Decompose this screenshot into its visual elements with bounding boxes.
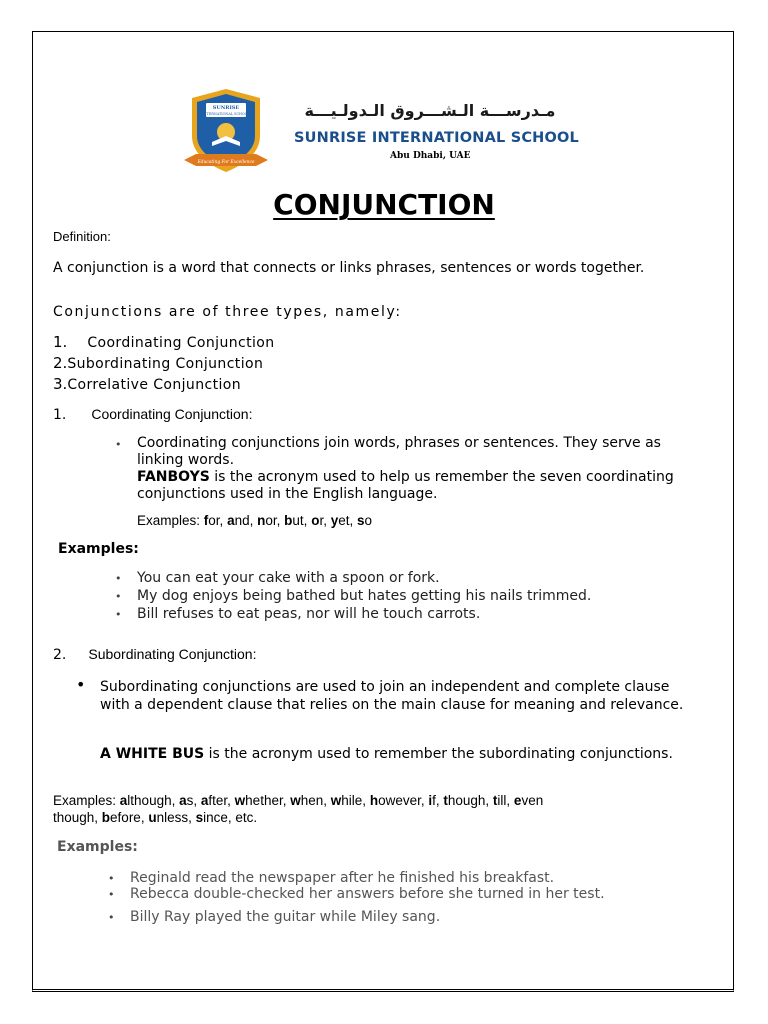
definition-text: A conjunction is a word that connects or links phrases, sentences or words together. [53, 260, 645, 276]
section-1-examples [137, 569, 591, 623]
section-1-bullets [137, 435, 697, 503]
page-title: CONJUNCTION [273, 188, 495, 221]
section-2-heading: 2. Subordinating Conjunction: [53, 646, 257, 663]
list-item: • Rebecca double-checked her answers before she turned in her test. [130, 886, 605, 902]
section-2-bullets [100, 678, 700, 714]
type-item: 3.Correlative Conjunction [53, 375, 241, 393]
section-1-examples-heading: Examples: [58, 541, 139, 557]
definition-label: Definition: [53, 229, 111, 244]
school-name-arabic: مـدرســـة الـشـــروق الـدولـيـــة [304, 101, 556, 120]
list-item: • Coordinating conjunctions join words, phrases or sentences. They serve as linking words. FANBOYS is the acronym used to help us remember the seven coordinating conjunctions used in the English language. [137, 435, 697, 503]
type-item: 1. Coordinating Conjunction [53, 333, 275, 351]
section-2-examples-heading: Examples: [57, 839, 138, 855]
types-intro: Conjunctions are of three types, namely: [53, 304, 402, 320]
list-item: • Reginald read the newspaper after he finished his breakfast. [130, 870, 605, 886]
svg-text:SUNRISE: SUNRISE [212, 105, 240, 111]
section-2-acronym-line: A WHITE BUS is the acronym used to remember the subordinating conjunctions. [100, 746, 673, 762]
types-list [53, 333, 275, 396]
school-name: SUNRISE INTERNATIONAL SCHOOL [294, 130, 580, 146]
section-1-heading: 1. Coordinating Conjunction: [53, 406, 253, 423]
list-item: • Subordinating conjunctions are used to join an independent and complete clause with a dependent clause that relies on the main clause for meaning and relevance. [100, 678, 700, 714]
svg-text:Educating For Excellence: Educating For Excellence [197, 160, 255, 165]
svg-text:INTERNATIONAL SCHOOL: INTERNATIONAL SCHOOL [202, 112, 250, 116]
type-item: 2.Subordinating Conjunction [53, 354, 264, 372]
school-logo [182, 86, 270, 178]
section-2-acronym-examples: Examples: although, as, after, whether, when, while, however, if, though, till, even though, before, unless, since, etc. [53, 793, 544, 825]
list-item: • Bill refuses to eat peas, nor will he touch carrots. [137, 605, 591, 623]
list-item: • My dog enjoys being bathed but hates getting his nails trimmed. [137, 587, 591, 605]
list-item: • Billy Ray played the guitar while Miley sang. [130, 909, 605, 925]
section-1-acronym-examples: Examples: for, and, nor, but, or, yet, so [137, 513, 373, 528]
list-item: • You can eat your cake with a spoon or fork. [137, 569, 591, 587]
section-2-examples [130, 870, 605, 925]
school-location: Abu Dhabi, UAE [390, 151, 471, 161]
